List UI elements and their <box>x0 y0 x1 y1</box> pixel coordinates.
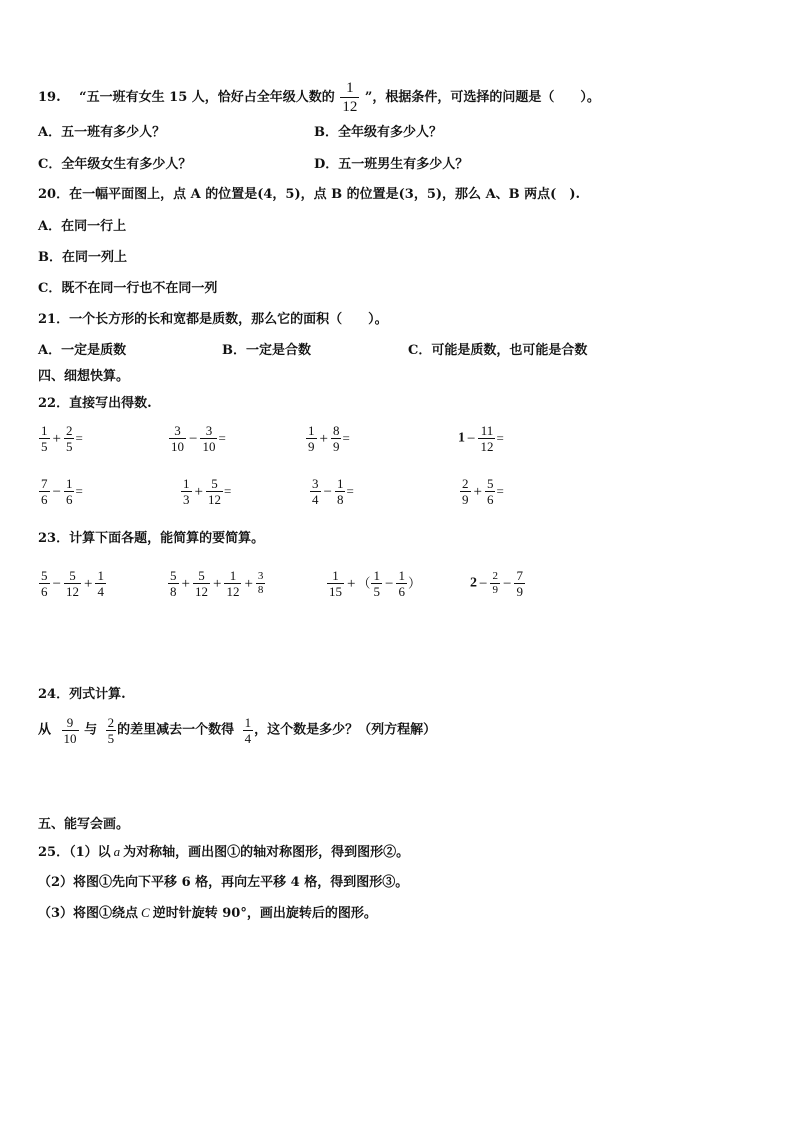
q20-option-a: A．在同一行上 <box>38 219 127 234</box>
q24-stem: 24．列式计算. <box>38 687 126 702</box>
fraction: $\frac{1}{4}$ <box>97 568 104 599</box>
fraction: $\frac{1}{15}$ <box>329 568 342 599</box>
fraction: $\frac{1}{9}$ <box>308 423 315 454</box>
fraction: $\frac{3}{10}$ <box>171 423 184 454</box>
q22-expr-6: $\frac{1}{3}$ + $\frac{5}{12}$ = <box>183 476 232 507</box>
fraction: $\frac{5}{12}$ <box>65 568 79 599</box>
q21-stem: 21．一个长方形的长和宽都是质数，那么它的面积（ ）。 <box>38 312 388 327</box>
fraction: $\frac{1}{6}$ <box>398 568 405 599</box>
q20-option-c: C．既不在同一行也不在同一列 <box>38 281 218 296</box>
q22-expr-2: $\frac{3}{10}$ − $\frac{3}{10}$ = <box>171 423 226 454</box>
fraction: $\frac{5}{12}$ <box>194 568 208 599</box>
q21-option-c: C．可能是质数，也可能是合数 <box>408 343 588 358</box>
q22-stem: 22．直接写出得数. <box>38 396 152 411</box>
fraction: $\frac{1}{8}$ <box>336 476 344 507</box>
q19-stem <box>38 80 600 115</box>
fraction: $\frac{5}{6}$ <box>41 568 48 599</box>
fraction: $\frac{7}{9}$ <box>516 568 523 599</box>
q23-expr-1: $\frac{5}{6}$ − $\frac{5}{12}$ + $\frac{1}{4}$ <box>41 568 104 599</box>
q21-option-b: B．一定是合数 <box>222 343 311 358</box>
q22-expr-5: $\frac{7}{6}$ − $\frac{1}{6}$ = <box>41 476 83 507</box>
fraction: $\frac{2}{5}$ <box>107 715 115 746</box>
fraction: $\frac{1}{3}$ <box>183 476 190 507</box>
q25-line-2: （2）将图①先向下平移 6 格，再向左平移 4 格，得到图形③。 <box>38 875 409 890</box>
q22-expr-1: $\frac{1}{5}$ + $\frac{2}{5}$ = <box>41 423 83 454</box>
fraction: $\frac{1}{4}$ <box>244 715 252 746</box>
fraction: $\frac{1}{12}$ <box>226 568 240 599</box>
q22-expr-4: 1 − $\frac{11}{12}$ = <box>458 423 504 454</box>
q25-line-1: 25．（1）以 a 为对称轴，画出图①的轴对称图形，得到图形②。 <box>38 844 410 860</box>
fraction: $\frac{1}{5}$ <box>41 423 48 454</box>
fraction: $\frac{8}{9}$ <box>332 423 340 454</box>
fraction: $\frac{11}{12}$ <box>480 423 494 454</box>
fraction: $\frac{3}{4}$ <box>312 476 319 507</box>
q20-stem: 20．在一幅平面图上，点 A 的位置是(4，5)，点 B 的位置是(3，5)，那么 A、B 两点( ). <box>38 187 581 202</box>
fraction: $\frac{3}{8}$ <box>257 570 264 596</box>
q23-expr-4: 2 − $\frac{2}{9}$ − $\frac{7}{9}$ <box>470 568 523 599</box>
q19-option-c: C．全年级女生有多少人？ <box>38 157 192 172</box>
q23-expr-3: $\frac{1}{15}$ + （ $\frac{1}{5}$ − $\frac{1}{6}$ ） <box>329 568 421 599</box>
q19-option-b: B．全年级有多少人？ <box>314 125 442 140</box>
q23-stem: 23．计算下面各题，能简算的要简算。 <box>38 531 265 546</box>
q25-line-3: （3）将图①绕点 C 逆时针旋转 90°，画出旋转后的图形。 <box>38 905 377 921</box>
q20-option-b: B．在同一列上 <box>38 250 127 265</box>
section-5-heading: 五、能写会画。 <box>38 817 130 832</box>
fraction: $\frac{5}{6}$ <box>486 476 494 507</box>
q22-expr-8: $\frac{2}{9}$ + $\frac{5}{6}$ = <box>462 476 504 507</box>
fraction: $\frac{9}{10}$ <box>63 715 77 746</box>
q21-option-a: A．一定是质数 <box>38 343 127 358</box>
fraction: $\frac{2}{9}$ <box>492 570 498 596</box>
q19-fraction: $\frac{1}{12}$ <box>342 80 358 115</box>
q19-stem-b: ”，根据条件，可选择的问题是（ ）。 <box>364 90 600 105</box>
fraction: $\frac{1}{6}$ <box>65 476 73 507</box>
q23-expr-2: $\frac{5}{8}$ + $\frac{5}{12}$ + $\frac{1}{12}$ + $\frac{3}{8}$ <box>170 568 264 599</box>
q22-expr-7: $\frac{3}{4}$ − $\frac{1}{8}$ = <box>312 476 354 507</box>
fraction: $\frac{3}{10}$ <box>202 423 216 454</box>
q24-problem: 从 $\frac{9}{10}$ 与 $\frac{2}{5}$ 的差里减去一个数得 $\frac{1}{4}$ ，这个数是多少？（列方程解） <box>38 715 437 746</box>
fraction: $\frac{2}{9}$ <box>462 476 469 507</box>
fraction: $\frac{7}{6}$ <box>41 476 48 507</box>
q19-number: 19. <box>38 90 61 105</box>
fraction: $\frac{1}{5}$ <box>373 568 380 599</box>
q22-expr-3: $\frac{1}{9}$ + $\frac{8}{9}$ = <box>308 423 350 454</box>
q19-option-a: A．五一班有多少人？ <box>38 125 166 140</box>
q19-option-d: D．五一班男生有多少人？ <box>314 157 469 172</box>
fraction: $\frac{5}{12}$ <box>207 476 221 507</box>
fraction: $\frac{2}{5}$ <box>65 423 73 454</box>
fraction: $\frac{5}{8}$ <box>170 568 177 599</box>
section-4-heading: 四、细想快算。 <box>38 369 130 384</box>
q19-stem-a: “五一班有女生 15 人，恰好占全年级人数的 <box>79 90 335 105</box>
